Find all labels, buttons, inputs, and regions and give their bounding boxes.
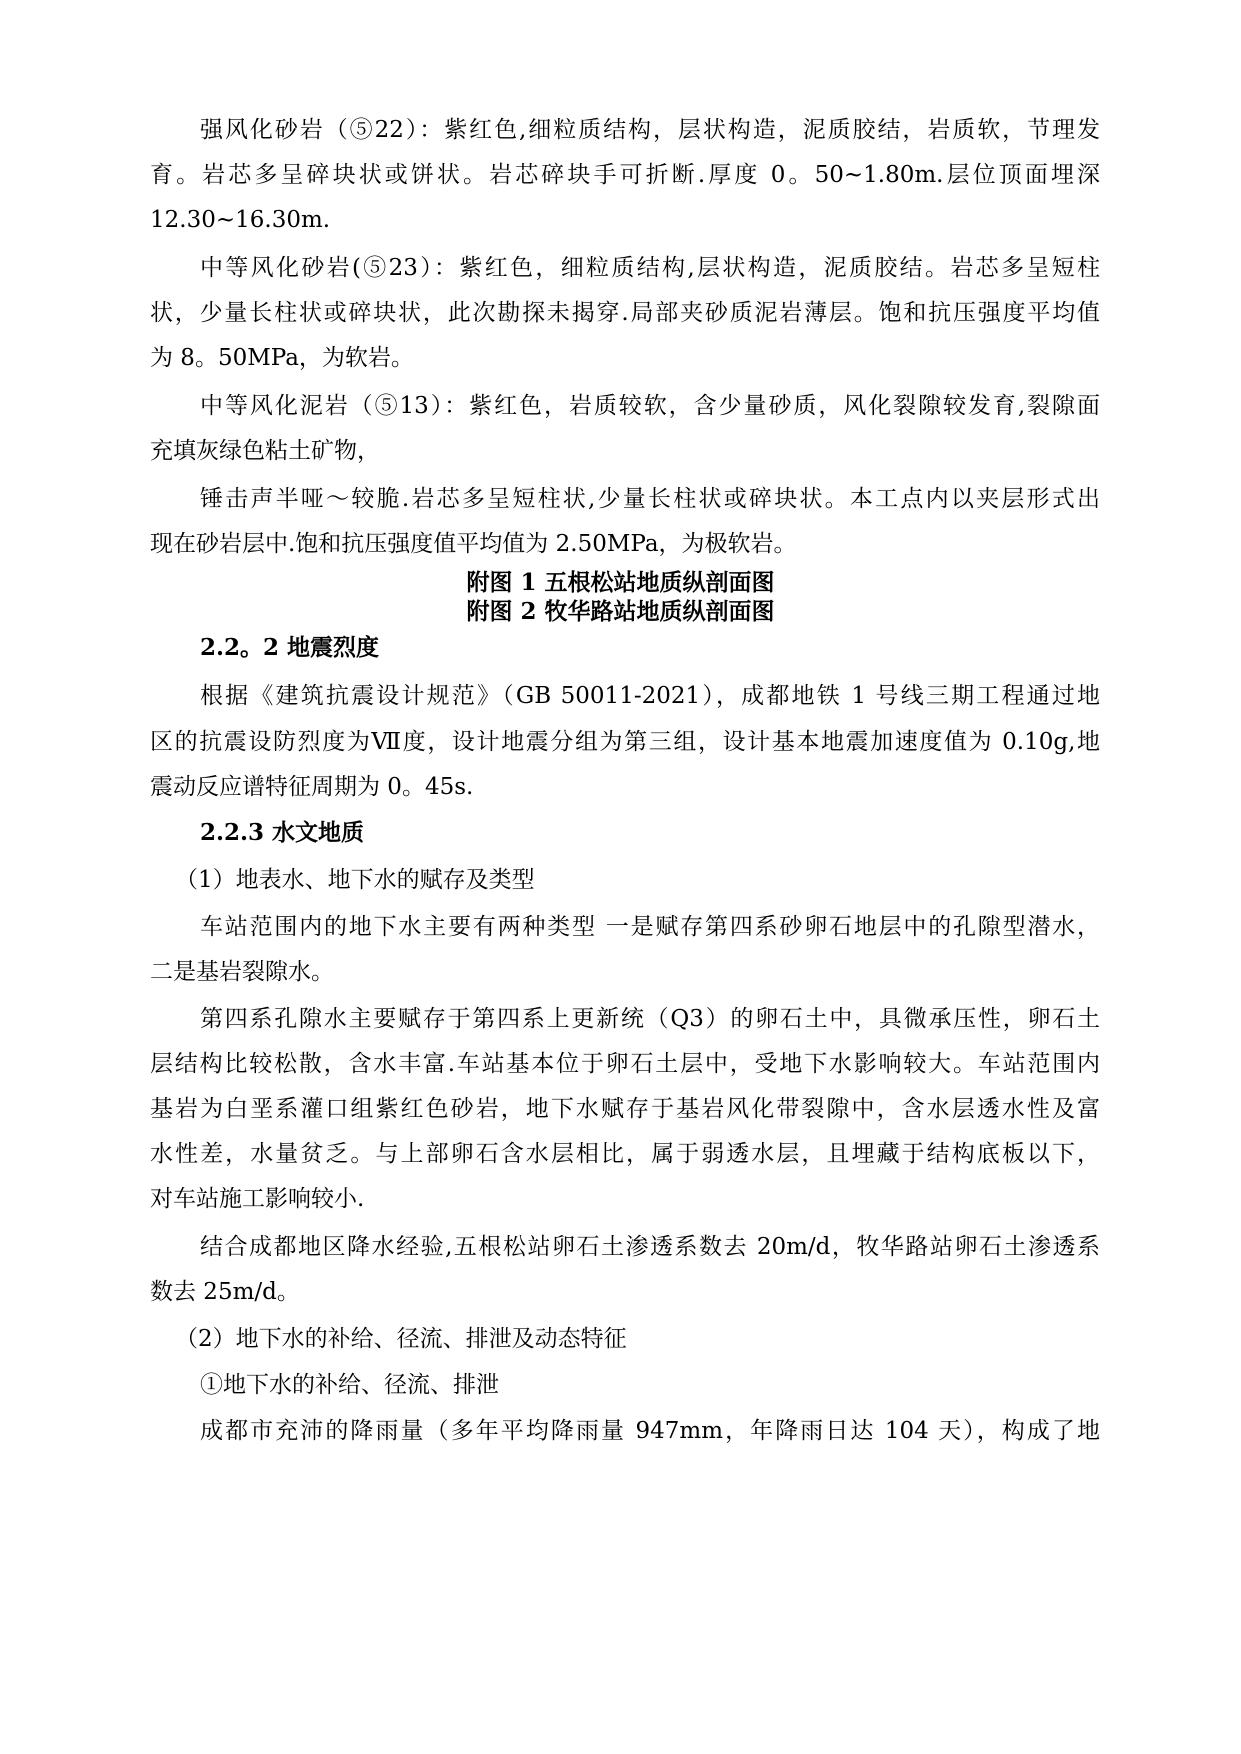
- text-line: 基岩为白垩系灌口组紫红色砂岩，地下水赋存于基岩风化带裂隙中，含水层透水性及富: [150, 1096, 1100, 1122]
- text-line: 震动反应谱特征周期为 0。45s.: [150, 774, 474, 800]
- text-line: 充填灰绿色粘土矿物，: [150, 438, 380, 464]
- text-line: 水性差，水量贫乏。与上部卵石含水层相比，属于弱透水层，且埋藏于结构底板以下，: [150, 1141, 1100, 1167]
- text-line: 二是基岩裂隙水。: [150, 959, 334, 985]
- text-line: 区的抗震设防烈度为Ⅶ度，设计地震分组为第三组，设计基本地震加速度值为 0.10g,地: [150, 729, 1100, 755]
- text-line: 数去 25m/d。: [150, 1279, 300, 1305]
- section-heading: 2.2.3 水文地质: [200, 819, 365, 846]
- text-line: 成都市充沛的降雨量（多年平均降雨量 947mm，年降雨日达 104 天），构成了地: [200, 1418, 1100, 1444]
- text-line: 状，少量长柱状或碎块状，此次勘探未揭穿.局部夹砂质泥岩薄层。饱和抗压强度平均值: [150, 300, 1100, 326]
- subheading: （1）地表水、地下水的赋存及类型: [175, 867, 535, 893]
- text-line: 中等风化泥岩（⑤13）：紫红色，岩质较软，含少量砂质，风化裂隙较发育,裂隙面: [200, 393, 1100, 419]
- text-line: 结合成都地区降水经验,五根松站卵石土渗透系数去 20m/d，牧华路站卵石土渗透系: [200, 1234, 1100, 1260]
- text-line: 对车站施工影响较小.: [150, 1186, 365, 1212]
- text-line: 层结构比较松散，含水丰富.车站基本位于卵石土层中，受地下水影响较大。车站范围内: [150, 1051, 1100, 1077]
- figure-caption-1: 附图 1 五根松站地质纵剖面图: [466, 569, 775, 596]
- text-line: 第四系孔隙水主要赋存于第四系上更新统（Q3）的卵石土中，具微承压性，卵石土: [200, 1006, 1100, 1032]
- text-line: 现在砂岩层中.饱和抗压强度值平均值为 2.50MPa，为极软岩。: [150, 531, 797, 557]
- text-line: 车站范围内的地下水主要有两种类型 一是赋存第四系砂卵石地层中的孔隙型潜水，: [200, 914, 1100, 940]
- text-line: 强风化砂岩（⑤22）：紫红色,细粒质结构，层状构造，泥质胶结，岩质软，节理发: [200, 117, 1100, 143]
- text-line: 中等风化砂岩(⑤23）：紫红色，细粒质结构,层状构造，泥质胶结。岩芯多呈短柱: [200, 255, 1100, 281]
- section-heading: 2.2。2 地震烈度: [200, 634, 380, 661]
- text-line: 育。岩芯多呈碎块状或饼状。岩芯碎块手可折断.厚度 0。50~1.80m.层位顶面埋深: [150, 162, 1100, 188]
- text-line: 12.30~16.30m.: [150, 207, 331, 233]
- text-line: 为 8。50MPa，为软岩。: [150, 345, 414, 371]
- text-line: 锤击声半哑～较脆.岩芯多呈短柱状,少量长柱状或碎块状。本工点内以夹层形式出: [200, 486, 1100, 512]
- text-line: 根据《建筑抗震设计规范》（GB 50011-2021），成都地铁 1 号线三期工程通过地: [200, 683, 1100, 709]
- subheading: ①地下水的补给、径流、排泄: [200, 1372, 499, 1398]
- subheading: （2）地下水的补给、径流、排泄及动态特征: [175, 1326, 627, 1352]
- figure-caption-2: 附图 2 牧华路站地质纵剖面图: [466, 598, 775, 625]
